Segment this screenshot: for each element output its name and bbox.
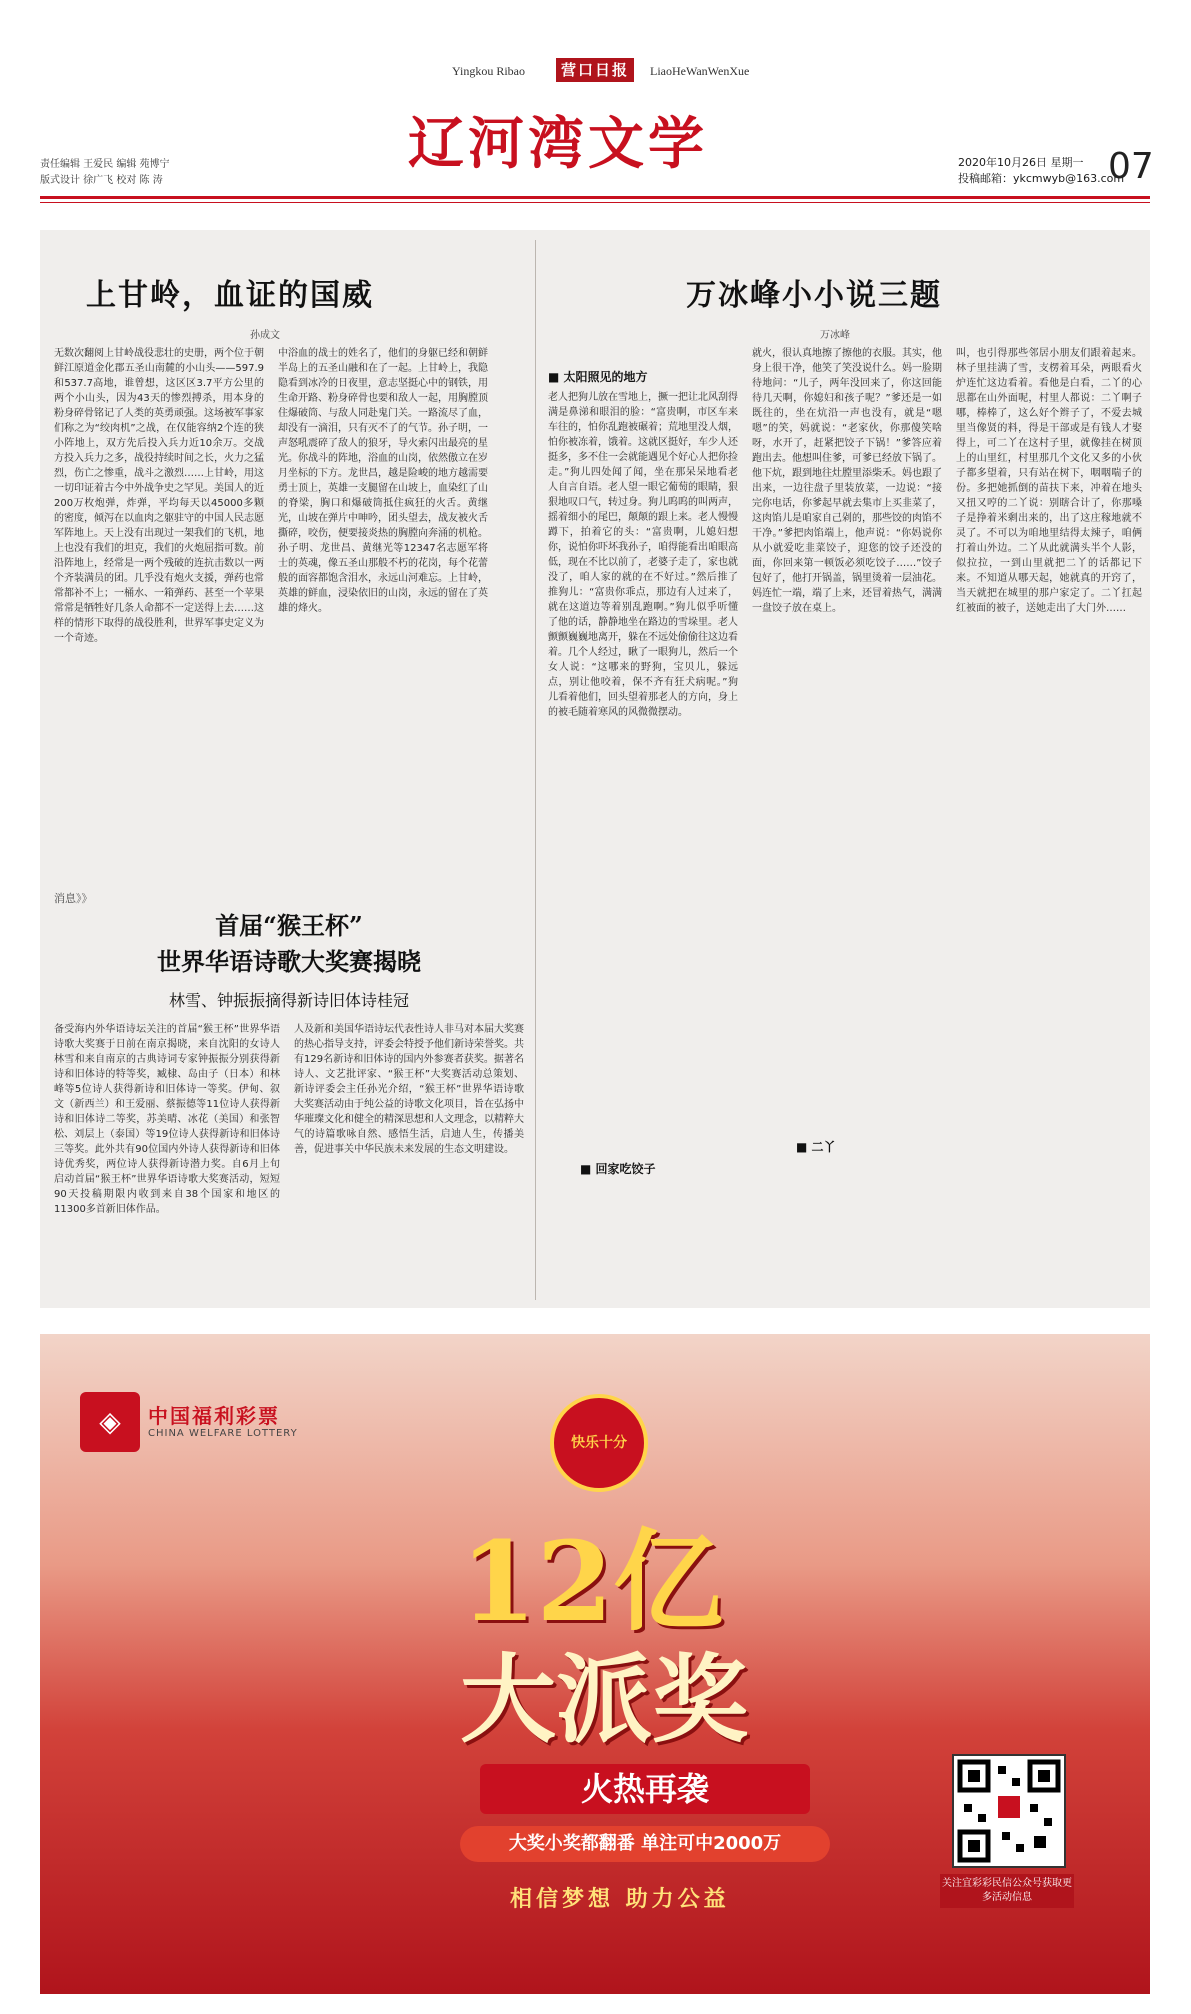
news-subtitle: 林雪、钟振振摘得新诗旧体诗桂冠 bbox=[168, 991, 409, 1010]
black-square-icon: ■ bbox=[548, 370, 560, 384]
article2-column-2: 就火，很认真地擦了擦他的衣服。其实，他身上很干净，他笑了笑没说什么。妈一脸期待地问：“儿子，两年没回来了，你这回能待几天啊，你媳妇和孩子呢？”爹还是一如既往的，坐在炕沿一声也没有，就是“嗯嗯”的笑，妈就说：“老家伙，你那傻笑啥呀，水开了，赶紧把饺子下锅！”爹答应着跑出去。他想叫住爹，可爹已经放下锅了。他下炕，跟到地往灶膛里添柴禾。妈也跟了出来，一边往盘子里装放菜，一边说：“接完你电话，你爹起早就去集市上买韭菜了，这肉馅儿是咱家自己剁的，那些饺的肉馅不干净。”爹把肉馅端上，他声说：“你妈说你从小就爱吃韭菜饺子，迎您的饺子还没的面，你回来第一顿饭必须吃饺子……”饺子包好了，他打开锅盖，锅里烫着一层油花。妈连忙一端，端了上来，还冒着热气，满满一盘饺子放在桌上。 bbox=[752, 348, 942, 614]
staff-line-2: 版式设计 徐广飞 校对 陈 涛 bbox=[40, 175, 163, 186]
article2-section-3 bbox=[796, 1138, 836, 1155]
masthead-divider bbox=[40, 196, 1150, 199]
section-3-label: 二丫 bbox=[811, 1140, 836, 1154]
article2-title: 万冰峰小小说三题 bbox=[686, 278, 942, 313]
ad-headline-number: 12亿 bbox=[460, 1517, 724, 1646]
masthead-divider-thin bbox=[40, 202, 1150, 203]
article1-column-1: 无数次翻阅上甘岭战役悲壮的史册，两个位于朝鲜江原道金化郡五圣山南麓的小山头——597.9和537.7高地，谁曾想，这区区3.7平方公里的两个小山头，因为43天的惨烈搏杀，用本身的粉身碎骨铭记了人类的英勇顽强。这场被军事家们称之为“绞肉机”之战，在仅能容纳2个连的狭小阵地上，双方先后投入兵力近10余万。交战方投入兵力之多，战役持续时间之长，火力之猛烈，伤亡之惨重，战斗之激烈……上甘岭，用这一切印证着古今中外战争史之罕见。美国人的近200万枚炮弹，炸弹，平均每天以45000多颗的密度，倾泻在以血肉之躯驻守的中国人民志愿军阵地上。天上没有出现过一架我们的飞机，地上也没有我们的坦克，我们的火炮屈指可数。前沿阵地上，经常是一两个残破的连抗击数以一两个齐装满员的团。几乎没有炮火支援，弹药也常常都补不上；一桶水、一箱弹药、甚至一个苹果常常是牺牲好几条人命都不一定送得上去……这样的情形下取得的战役胜利，世界军事史定义为一个奇迹。 bbox=[54, 348, 264, 644]
qr-code-icon[interactable] bbox=[952, 1754, 1066, 1868]
lottery-advertisement bbox=[40, 1334, 1150, 1994]
page-number: 07 bbox=[1108, 146, 1154, 187]
section-title: 辽河湾文学 bbox=[408, 111, 708, 177]
ad-subline: 大奖小奖都翻番 单注可中2000万 bbox=[460, 1826, 830, 1862]
article1-author: 孙成文 bbox=[250, 330, 280, 341]
black-square-icon: ■ bbox=[580, 1162, 592, 1176]
news-column-1: 备受海内外华语诗坛关注的首届“猴王杯”世界华语诗歌大奖赛于日前在南京揭晓，来自沈阳的女诗人林雪和来自南京的古典诗词专家钟振振分别获得新诗和旧体诗的特等奖，臧棣、岛由子（日本）和林峰等5位诗人获得新诗和旧体诗一等奖。伊甸、叙文（新西兰）和王爱丽、蔡振德等11位诗人获得新诗和旧体诗二等奖，苏美晴、冰花（美国）和张智松、刘层上（泰国）等19位诗人获得新诗和旧体诗三等奖。此外共有90位国内外诗人获得新诗和旧体诗优秀奖，两位诗人获得新诗潜力奖。自6月上旬启动首届“猴王杯”世界华语诗歌大奖赛活动，短短90天投稿期限内收到来自38个国家和地区的11300多首新旧体作品。 bbox=[54, 1024, 280, 1215]
lottery-brand-en: CHINA WELFARE LOTTERY bbox=[148, 1428, 298, 1439]
masthead-right-en: LiaoHeWanWenXue bbox=[650, 64, 750, 78]
article2-column-1: 老人把狗儿放在雪地上，撅一把让北风刮得满是鼻涕和眼泪的脸：“富贵啊，市区车来车往的，怕你乱跑被碾着；荒地里没人烟，怕你被冻着，饿着。这就区挺好，车少人还挺多，多不住一会就能遇见个好心人把你捡走。”狗儿四处闻了闻，坐在那呆呆地看老人自言自语。老人望一眼它葡萄的眼睛，狠狠地叹口气，转过身。狗儿呜呜的叫两声，摇着细小的尾巴，颠颠的跟上来。老人慢慢蹲下，拍着它的头：“富贵啊，儿媳妇想你，说怕你吓坏我孙子，咱得能看出咱眼高低，现在不比以前了，老婆子走了，家也就没了，咱人家的就的在不好过。”然后推了推狗儿：“富贵你乖点，那边有人过来了，就在这道边等着别乱跑啊。”狗儿似乎听懂了他的话，静静地坐在路边的雪垛里。老人颤颤巍巍地离开，躲在不远处偷偷往这边看着。几个人经过，瞅了一眼狗儿，然后一个女人说：“这哪来的野狗，宝贝儿，躲远点，别让他咬着，保不齐有狂犬病呢。”狗儿看着他们，回头望着那老人的方向，身上的被毛随着寒风的风微微摆动。 bbox=[548, 392, 738, 718]
article2-column-3: 叫，也引得那些邻居小朋友们跟着起来。林子里挂满了雪，支楞着耳朵，两眼看火炉连忙这边看着。看他是白看，二丫的心思都在山外面呢，村里人都说：二丫啊子哪，棒棒了，这么好个辫子了，不爱去城里当像贤的料，得是干部或是有钱人才娶得上，可二丫在这村子里，就像挂在树顶上的山里红，村里那几个文化又多的小伙子都多望着，只有站在树下，咽咽喘子的份。多把她抓倒的苗扶下来，冲着在地头又扭又哼的二丫说：别瞎合计了，你那嗓子是挣着米剩出来的，出了这庄稼地就不灵了。不可以为咱地里结得太辣子，咱俩打着山外边。二丫从此就满头半个人影，似拉拉，一到山里就把二丫的话都记下来。不知道从哪天起，她就真的开窍了，当天就把在城里的那户家定了。二丫扛起红被面的被子，送她走出了大门外…… bbox=[956, 348, 1142, 614]
news-title-line-2: 世界华语诗歌大奖赛揭晓 bbox=[157, 947, 421, 976]
news-title-line-1: 首届“猴王杯” bbox=[215, 911, 363, 940]
black-square-icon: ■ bbox=[796, 1140, 808, 1154]
ad-headline-text: 大派奖 bbox=[460, 1643, 748, 1756]
lottery-brand-cn: 中国福利彩票 bbox=[148, 1404, 280, 1428]
article1-column-2: 中浴血的战士的姓名了，他们的身躯已经和朝鲜半岛上的五圣山融和在了一起。上甘岭上，我隐隐看到冰冷的日夜里，意志坚挺心中的钢铁，用生命开路、粉身碎骨也要和敌人一起，用胸膛顶住爆破筒、与敌人同赴鬼门关。一路流尽了血，却没有一滴泪，只有灭不了的气节。孙子明，一声怒吼震碎了敌人的狼牙，导火索闪出最亮的星光。你战斗的阵地，浴血的山岗，依然傲立在岁月坐标的下方。龙世昌，越是险峻的地方越需要勇士顶上，英雄一支腿留在山坡上，血染红了山的脊梁，胸口和爆破筒抵住疯狂的火舌。黄继光，山坡在弹片中呻吟，团头望去，战友被火舌撕碎，咬伤，便要接炎热的胸膛向奔涌的机枪。孙子明、龙世昌、黄继光等12347名志愿军将士的英魂，像五圣山那般不朽的花岗，每个花蕾般的面容都饱含泪水，永远山河难忘。上甘岭，英雄的鲜血，浸染依旧的山岗，永远的留在了英雄的烽火。 bbox=[278, 348, 488, 614]
article2-author: 万冰峰 bbox=[820, 330, 850, 341]
section-1-label: 太阳照见的地方 bbox=[563, 370, 648, 384]
newspaper-logo: 营口日报 bbox=[556, 58, 634, 82]
ad-banner: 火热再袭 bbox=[480, 1764, 810, 1814]
ad-slogan: 相信梦想 助力公益 bbox=[510, 1887, 730, 1912]
news-column-2: 人及新和美国华语诗坛代表性诗人非马对本届大奖赛的热心指导支持，评委会特授予他们新诗荣誉奖。共有129名新诗和旧体诗的国内外参赛者获奖。据著名诗人、文艺批评家、“猴王杯”大奖赛活动总策划、新诗评委会主任孙光介绍，“猴王杯”世界华语诗歌大奖赛活动由于纯公益的诗歌文化项目，旨在弘扬中华璀璨文化和健全的精深思想和人文理念，以精粹大气的诗篇歌咏自然、感悟生活，启迪人生，传播美善，促进事关中华民族未来发展的生态文明建设。 bbox=[294, 1024, 524, 1155]
game-badge: 快乐十分 bbox=[550, 1394, 648, 1492]
article2-section-1 bbox=[548, 368, 648, 385]
qr-caption: 关注宜彩彩民信公众号获取更多活动信息 bbox=[940, 1874, 1074, 1908]
welfare-lottery-logo-icon: ◈ bbox=[80, 1392, 140, 1452]
article2-section-2 bbox=[580, 1160, 656, 1177]
news-tag: 消息》》 bbox=[54, 892, 93, 905]
section-2-label: 回家吃饺子 bbox=[595, 1162, 656, 1176]
column-divider bbox=[535, 240, 536, 1300]
article1-title: 上甘岭，血证的国威 bbox=[86, 278, 374, 313]
issue-date: 2020年10月26日 星期一 bbox=[958, 156, 1084, 169]
staff-line-1: 责任编辑 王爱民 编辑 苑博宁 bbox=[40, 159, 170, 170]
submission-email: 投稿邮箱：ykcmwyb@163.com bbox=[958, 172, 1125, 185]
masthead-left-en: Yingkou Ribao bbox=[452, 64, 526, 78]
